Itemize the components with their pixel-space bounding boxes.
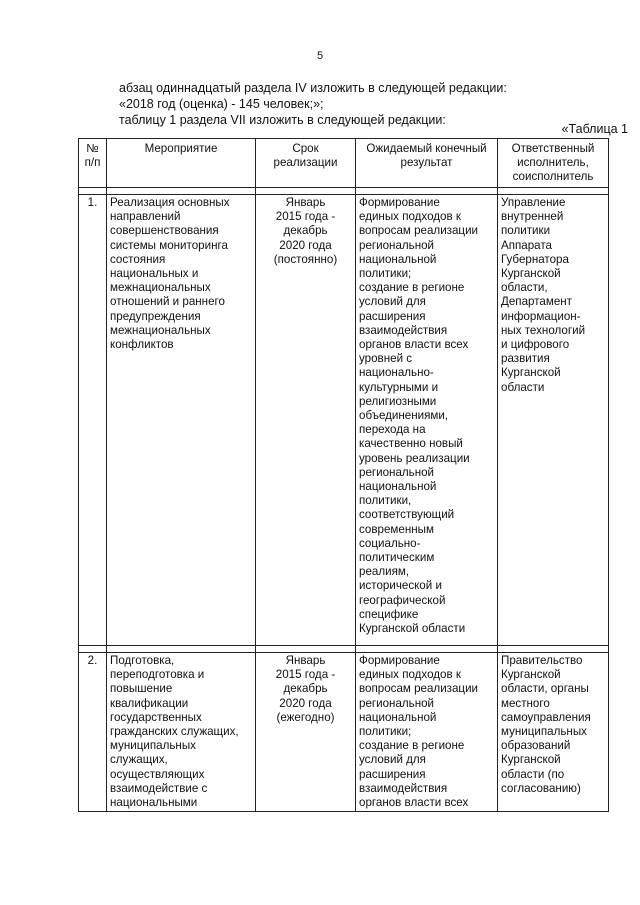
table-caption: «Таблица 1 [561,122,628,136]
row-activity: Реализация основных направлений совершенствования системы мониторинга состояния национальных и межнациональных отношений и раннего предупреждения межнациональных конфликтов [107,195,256,646]
row-result: Формирование единых подходов к вопросам реализации региональной национальной политики; создание в регионе условий для расширения взаимодействия органов власти всех уровней с национально- культурными и религиозными объединениями, перехода на качественно новый уровень реализации региональной национальной политики, соответствующий современным социально- политическим реалиям, исторической и географической специфике Курганской области [356,195,498,646]
intro-line-3: таблицу 1 раздела VII изложить в следующей редакции: [119,113,446,127]
row-term: Январь 2015 года - декабрь 2020 года (постоянно) [256,195,356,646]
header-responsible: Ответственный исполнитель, соисполнитель [498,139,609,188]
row-number: 2. [79,653,107,812]
page-number: 5 [316,50,324,62]
row-activity: Подготовка, переподготовка и повышение квалификации государственных гражданских служащих, муниципальных служащих, осуществляющих взаимодействие с национальными [107,653,256,812]
intro-line-1: абзац одиннадцатый раздела IV изложить в следующей редакции: [119,81,507,95]
row-number: 1. [79,195,107,646]
row-responsible: Правительство Курганской области, органы местного самоуправления муниципальных образований Курганской области (по согласованию) [498,653,609,812]
table-row [79,195,609,646]
intro-line-2: «2018 год (оценка) - 145 человек;»; [119,97,324,111]
intro-text [119,80,507,128]
measures-table [78,138,609,812]
header-term: Срок реализации [256,139,356,188]
row-responsible: Управление внутренней политики Аппарата Губернатора Курганской области, Департамент информацион- ных технологий и цифрового развития Курганской области [498,195,609,646]
table-header-row [79,139,609,188]
table-row [79,653,609,812]
row-result: Формирование единых подходов к вопросам реализации региональной национальной политики; создание в регионе условий для расширения взаимодействия органов власти всех [356,653,498,812]
header-activity: Мероприятие [107,139,256,188]
row-term: Январь 2015 года - декабрь 2020 года (ежегодно) [256,653,356,812]
header-number: № п/п [79,139,107,188]
header-result: Ожидаемый конечный результат [356,139,498,188]
